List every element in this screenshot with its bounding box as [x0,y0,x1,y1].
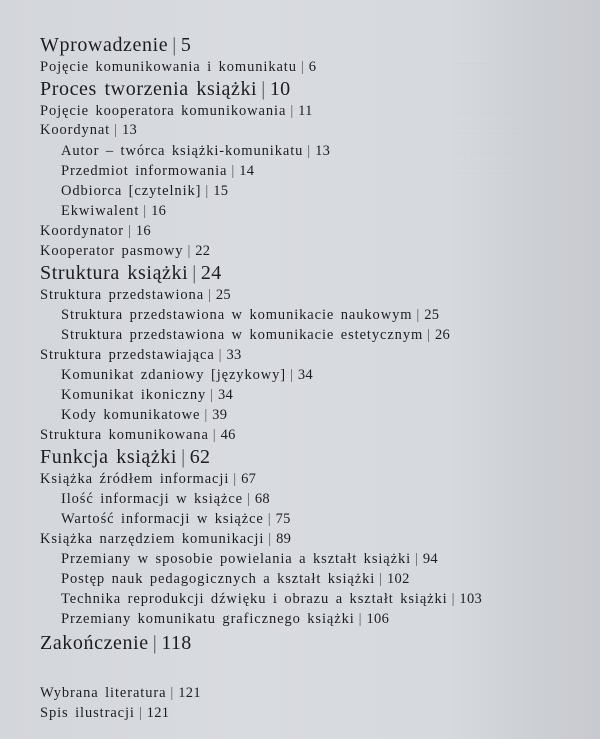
bleed-through-text: ········· [455,58,493,70]
toc-entry-title: Struktura przedstawiona [40,287,205,303]
toc-entry-sub [61,367,313,384]
toc-entry-chapter [40,632,192,655]
toc-entry-title: Koordynator [40,223,124,239]
page-separator: | [247,491,251,507]
toc-entry-sub [61,407,227,424]
bleed-through-text: ···· ······ ·· [455,108,512,120]
page-separator: | [114,122,118,138]
toc-entry-page-number: 94 [422,551,438,567]
page-separator: | [212,427,217,443]
toc-entry-page-number: 24 [200,262,222,284]
page-separator: | [379,571,383,587]
toc-entry-page-number: 68 [254,491,270,507]
page-separator: | [358,611,363,627]
toc-entry-title: Autor – twórca książki-komunikatu [61,143,304,159]
toc-entry-page-number: 89 [276,531,292,547]
toc-entry-page-number: 39 [212,407,228,423]
page-separator: | [172,34,177,56]
page-separator: | [290,103,295,119]
page-separator: | [181,446,186,468]
page-separator: | [208,287,212,303]
toc-entry-page-number: 13 [121,122,138,138]
toc-entry-section [40,347,242,364]
toc-entry-title: Przedmiot informowania [61,163,228,179]
page-separator: | [192,262,197,284]
toc-entry-section [40,122,137,139]
toc-entry-page-number: 75 [275,511,291,527]
page-separator: | [261,78,266,100]
toc-entry-page-number: 5 [180,34,192,56]
bleed-through-text: ······· ······· [455,168,517,180]
toc-entry-page-number: 25 [424,307,440,323]
page-separator: | [138,705,143,721]
toc-entry-title: Kooperator pasmowy [40,243,184,259]
toc-entry-section [40,427,236,444]
toc-entry-title: Struktura przedstawiona w komunikacie naukowym [61,307,413,323]
toc-entry-page-number: 102 [386,571,410,587]
toc-entry-page-number: 103 [459,591,483,607]
toc-entry-section [40,223,151,240]
toc-entry-title: Wprowadzenie [40,34,169,56]
toc-entry-sub [61,491,270,508]
toc-entry-title: Pojęcie komunikowania i komunikatu [40,59,297,75]
toc-entry-title: Struktura przedstawiająca [40,347,215,363]
toc-entry-chapter [40,78,290,101]
toc-entry-chapter [40,262,222,285]
page-separator: | [231,163,236,179]
toc-entry-page-number: 6 [308,59,317,75]
toc-entry-section [40,705,169,722]
toc-entry-page-number: 10 [269,78,291,100]
toc-entry-title: Struktura książki [40,262,189,284]
toc-entry-section [40,243,210,260]
toc-entry-sub [61,307,439,324]
toc-entry-title: Postęp nauk pedagogicznych a kształt książki [61,571,376,587]
toc-entry-title: Odbiorca [czytelnik] [61,183,202,199]
toc-entry-chapter [40,446,210,469]
page-separator: | [205,183,210,199]
toc-entry-sub [61,591,482,608]
toc-entry-page-number: 14 [239,163,255,179]
toc-entry-sub [61,551,438,568]
page-separator: | [210,387,214,403]
page-separator: | [307,143,312,159]
toc-entry-page-number: 26 [434,327,451,343]
toc-entry-title: Komunikat ikoniczny [61,387,207,403]
toc-entry-title: Zakończenie [40,632,149,654]
toc-entry-page-number: 106 [366,611,390,627]
page-separator: | [204,407,209,423]
toc-entry-sub [61,183,228,200]
toc-entry-title: Koordynat [40,122,111,138]
page-separator: | [143,203,148,219]
toc-entry-page-number: 118 [161,632,192,654]
toc-entry-title: Struktura komunikowana [40,427,209,443]
toc-entry-title: Wartość informacji w książce [61,511,264,527]
page-separator: | [416,307,421,323]
page-separator: | [427,327,431,343]
toc-entry-section [40,287,231,304]
bleed-through-text: ······ ······ ·· [455,128,520,140]
toc-entry-title: Kody komunikatowe [61,407,201,423]
toc-entry-sub [61,611,389,628]
toc-entry-title: Książka narzędziem komunikacji [40,531,265,547]
page-separator: | [267,511,272,527]
toc-entry-section [40,685,201,702]
toc-entry-title: Przemiany w sposobie powielania a kształt książki [61,551,412,567]
toc-entry-sub [61,163,254,180]
toc-entry-title: Ilość informacji w książce [61,491,243,507]
page-separator: | [152,632,158,654]
toc-entry-page-number: 11 [298,103,313,119]
toc-entry-title: Spis ilustracji [40,705,135,721]
toc-entry-page-number: 121 [146,705,170,721]
page-separator: | [128,223,132,239]
toc-entry-sub [61,387,233,404]
toc-entry-sub [61,571,410,588]
toc-entry-sub [61,143,330,160]
bleed-through-text: ··· ······ ···· [455,148,516,160]
toc-entry-title: Komunikat zdaniowy [językowy] [61,367,286,383]
toc-entry-section [40,59,316,76]
toc-entry-page-number: 16 [135,223,151,239]
toc-entry-section [40,103,313,120]
toc-entry-page-number: 22 [195,243,211,259]
page-separator: | [268,531,273,547]
page-separator: | [170,685,175,701]
page-separator: | [218,347,223,363]
toc-entry-page-number: 15 [213,183,229,199]
toc-entry-sub [61,511,291,528]
toc-entry-page-number: 13 [315,143,331,159]
toc-entry-title: Przemiany komunikatu graficznego książki [61,611,355,627]
page-separator: | [290,367,294,383]
toc-entry-title: Proces tworzenia książki [40,78,258,100]
toc-entry-sub [61,327,450,344]
page-separator: | [451,591,456,607]
page-separator: | [300,59,305,75]
toc-entry-page-number: 16 [151,203,167,219]
toc-entry-sub [61,203,166,220]
toc-entry-title: Książka źródłem informacji [40,471,230,487]
toc-entry-title: Wybrana literatura [40,685,167,701]
toc-entry-page-number: 62 [189,446,211,468]
toc-entry-title: Pojęcie kooperatora komunikowania [40,103,287,119]
toc-entry-page-number: 33 [226,347,242,363]
toc-entry-title: Technika reprodukcji dźwięku i obrazu a kształt książki [61,591,448,607]
toc-entry-page-number: 34 [297,367,313,383]
toc-entry-page-number: 34 [217,387,234,403]
page-separator: | [187,243,192,259]
toc-entry-section [40,471,256,488]
toc-entry-page-number: 121 [178,685,201,701]
page-separator: | [415,551,419,567]
toc-entry-section [40,531,291,548]
toc-entry-page-number: 46 [220,427,236,443]
toc-entry-page-number: 25 [215,287,231,303]
toc-entry-page-number: 67 [241,471,257,487]
toc-entry-title: Ekwiwalent [61,203,140,219]
toc-entry-title: Funkcja książki [40,446,178,468]
toc-entry-chapter [40,34,191,57]
toc-entry-title: Struktura przedstawiona w komunikacie estetycznym [61,327,424,343]
page-separator: | [233,471,238,487]
